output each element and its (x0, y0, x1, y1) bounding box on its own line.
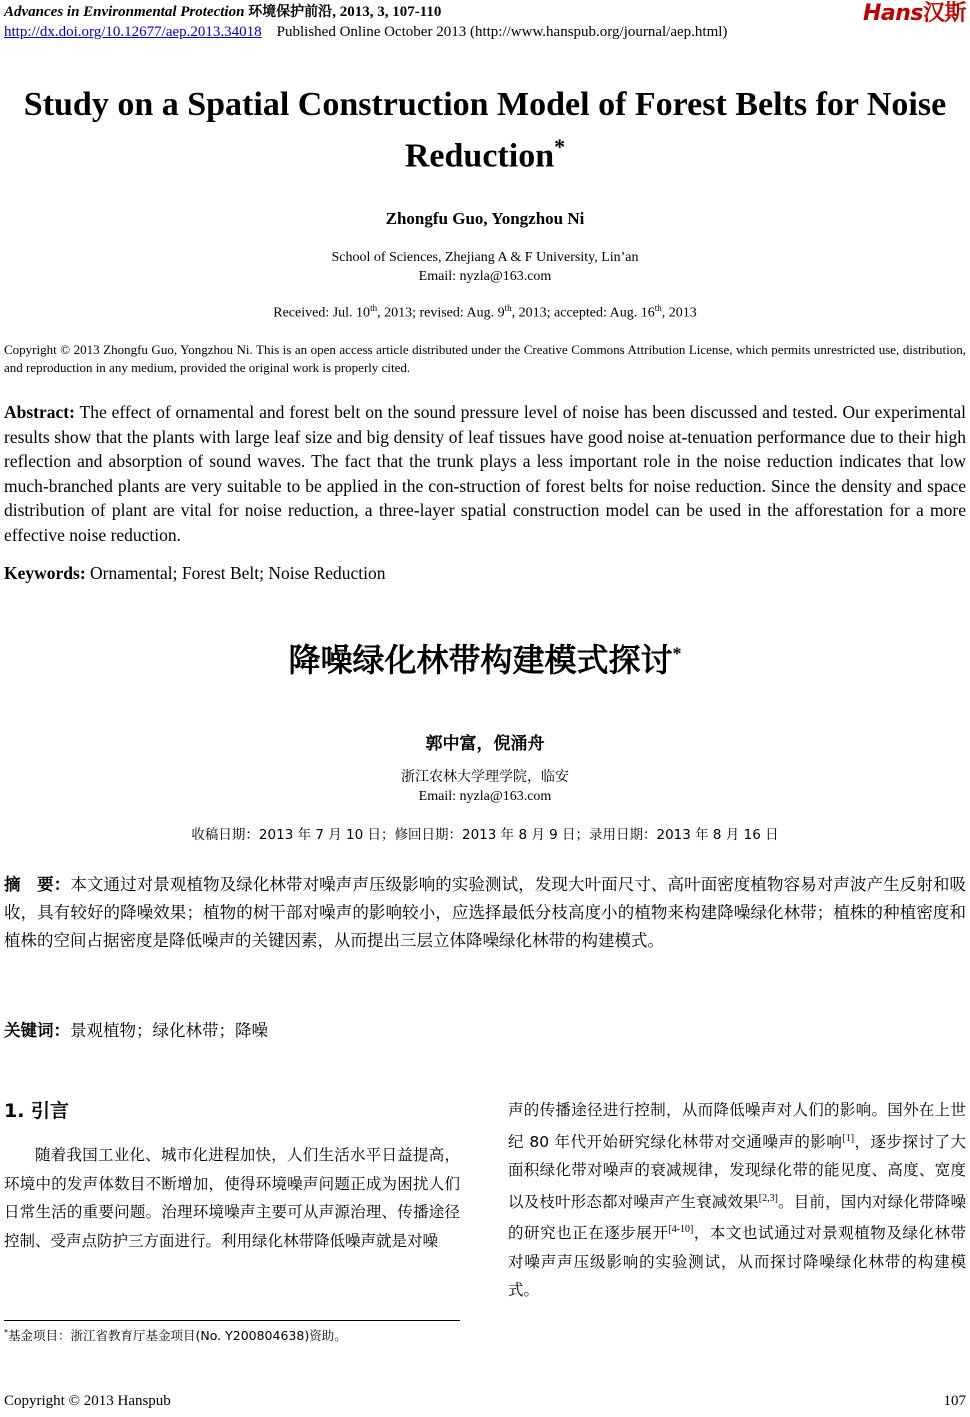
doi-link[interactable]: http://dx.doi.org/10.12677/aep.2013.34018 (4, 24, 262, 40)
title-cn-text: 降噪绿化林带构建模式探讨 (288, 641, 673, 679)
page-number: 107 (943, 1393, 966, 1409)
title-cn-marker: * (672, 643, 682, 664)
journal-name: Advances in Environmental Protection (4, 4, 245, 20)
footnote-divider (4, 1320, 460, 1321)
affiliation-block-en (0, 248, 970, 286)
abstract-cn-text: 本文通过对景观植物及绿化林带对噪声声压级影响的实验测试，发现大叶面尺寸、高叶面密度植物容易对声波产生反射和吸收，具有较好的降噪效果；植物的树干部对噪声的影响较小，应选择最低分枝高度小的植物来构建降噪绿化林带；植株的种植密度和植株的空间占据密度是降低噪声的关键因素，从而提出三层立体降噪绿化林带的构建模式。 (4, 875, 967, 950)
accepted-sup: th (654, 303, 662, 313)
body-column-left: 随着我国工业化、城市化进程加快，人们生活水平日益提高，环境中的发声体数目不断增加，使得环境噪声问题正成为困扰人们日常生活的重要问题。治理环境噪声主要可从声源治理、传播途径控制、受声点防护三方面进行。利用绿化林带降低噪声就是对噪 (4, 1146, 460, 1250)
abstract-en (4, 400, 966, 547)
received-dates-cn: 收稿日期：2013 年 7 月 10 日；修回日期：2013 年 8 月 9 日；录用日期：2013 年 8 月 16 日 (191, 827, 779, 843)
keywords-cn-label: 关键词： (4, 1021, 70, 1040)
abstract-en-text: The effect of ornamental and forest belt on the sound pressure level of noise has been discussed and tested. Our experimental results show that the plants with large leaf size and big density of leaf tissues have good noise at-tenuation performance due to their high reflection and absorption of sound waves. The fact that the trunk plays a less important role in the noise reduction indicates that low much-branched plants are very suitable to be applied in the con-struction of forest belts for noise reduction. Since the density and space distribution of plant are vital for noise reduction, a three-layer spatial construction model can be used in the afforestation for a more effective noise reduction. (4, 402, 966, 545)
email-cn: Email: nyzla@163.com (418, 789, 552, 804)
section-heading-intro: 1. 引言 (4, 1100, 70, 1122)
email-en: Email: nyzla@163.com (418, 269, 552, 284)
title-en-text: Study on a Spatial Construction Model of Forest Belts for Noise Reduction (23, 86, 947, 175)
accepted-date: , 2013; accepted: Aug. 16 (511, 305, 655, 321)
footnote (4, 1325, 460, 1344)
logo-latin: Hans (862, 1, 923, 26)
received-sup: th (370, 303, 378, 313)
paper-title-en (20, 84, 950, 177)
hans-logo (863, 2, 966, 26)
title-en-marker: * (554, 134, 566, 159)
published-note: Published Online October 2013 (http://www.hanspub.org/journal/aep.html) (276, 24, 728, 40)
abstract-cn (4, 871, 966, 955)
journal-name-cn: 环境保护前沿 (248, 4, 333, 20)
revised-sup: th (504, 303, 512, 313)
right-text-4: ，本文也试通过对景观植物及绿化林带对噪声声压级影响的实验测试，从而探讨降噪绿化林带的构建模式。 (508, 1224, 966, 1300)
accepted-year: , 2013 (661, 305, 697, 321)
affiliation-en: School of Sciences, Zhejiang A & F University, Lin’an (331, 250, 639, 265)
citation-ref[interactable]: [4-10] (668, 1224, 694, 1236)
received-dates-en (0, 303, 970, 322)
right-text-2: ，逐步探讨了大面积绿化带对噪声的衰减规律，发现绿化带的能见度、高度、宽度以及枝叶形态都对噪声产生衰减效果 (508, 1132, 966, 1211)
journal-line (4, 2, 966, 22)
paper-title-cn (0, 635, 970, 681)
keywords-cn-text: 景观植物；绿化林带；降噪 (70, 1021, 268, 1040)
footer-copyright: Copyright © 2013 Hanspub (4, 1393, 171, 1409)
abstract-en-label: Abstract: (4, 402, 75, 422)
affiliation-block-cn (0, 767, 970, 807)
right-text-1: 声的传播途径进行控制，从而降低噪声对人们的影响。国外在上世纪 80 年代开始研究绿化林带对交通噪声的影响 (508, 1101, 966, 1151)
journal-volume: , 2013, 3, 107-110 (332, 4, 442, 20)
keywords-en-text: Ornamental; Forest Belt; Noise Reduction (90, 563, 386, 583)
copyright-notice: Copyright © 2013 Zhongfu Guo, Yongzhou Ni. This is an open access article distributed under the Creative Commons Attribution License, which permits unrestricted use, distribution, and reproduction in any medium, provided the original work is properly cited. (4, 342, 966, 375)
revised-date: , 2013; revised: Aug. 9 (377, 305, 505, 321)
citation-ref[interactable]: [1] (842, 1132, 855, 1144)
affiliation-cn: 浙江农林大学理学院，临安 (401, 769, 569, 785)
doi-line (4, 22, 966, 42)
footnote-marker: * (4, 1328, 8, 1337)
logo-cn: 汉斯 (922, 1, 966, 26)
citation-ref[interactable]: [2,3] (758, 1192, 778, 1204)
footnote-text: 基金项目：浙江省教育厅基金项目(No. Y200804638)资助。 (8, 1328, 347, 1344)
page-header (4, 2, 966, 42)
body-column-right (508, 1096, 966, 1305)
keywords-en-label: Keywords: (4, 563, 86, 583)
authors-cn: 郭中富，倪涌舟 (425, 734, 545, 754)
right-text-3: 。目前，国内对绿化带降噪的研究也正在逐步展开 (508, 1192, 966, 1243)
authors-en: Zhongfu Guo, Yongzhou Ni (385, 209, 585, 228)
abstract-cn-label: 摘 要： (4, 875, 71, 894)
received-date: Received: Jul. 10 (273, 305, 371, 321)
keywords-en (4, 563, 386, 584)
keywords-cn (4, 1017, 268, 1041)
